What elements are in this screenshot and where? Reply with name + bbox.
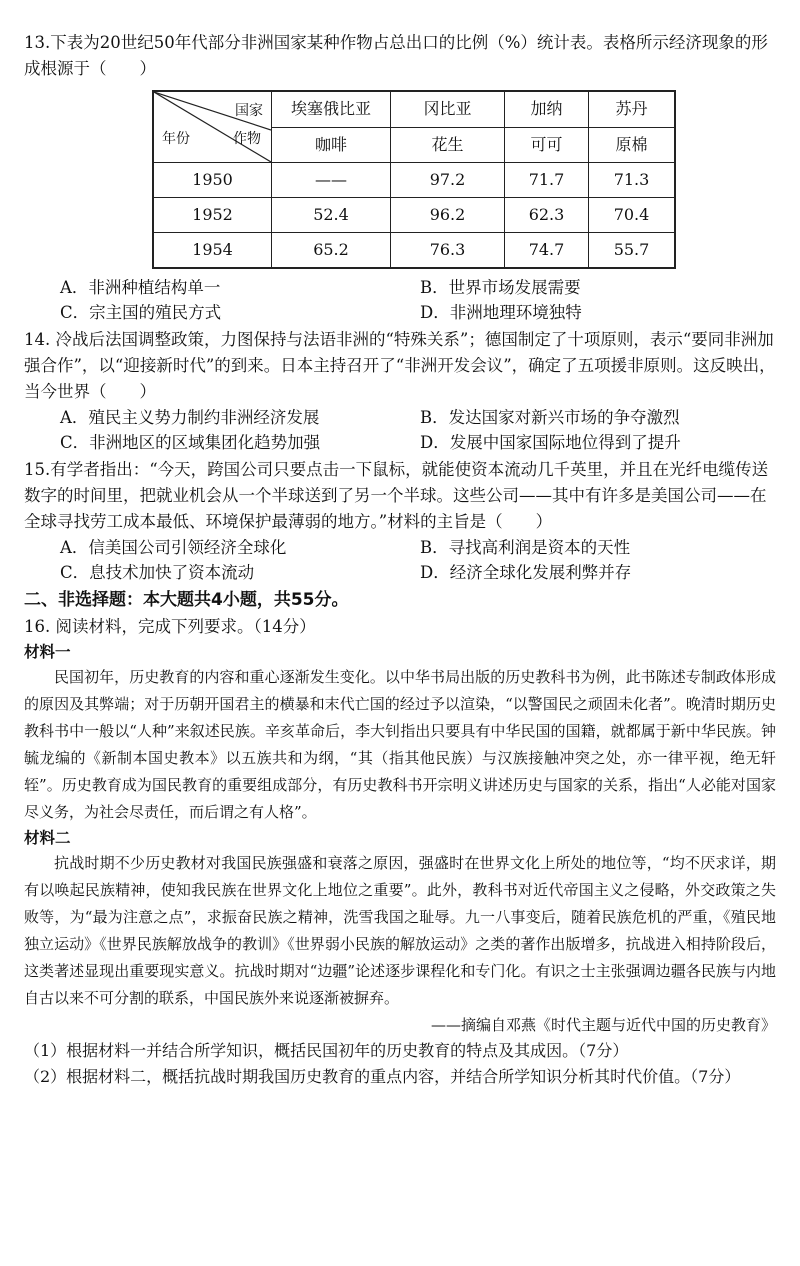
value-cell: 74.7 [505,233,589,269]
country-header: 冈比亚 [391,91,505,127]
option-b[interactable]: B．世界市场发展需要 [420,278,581,297]
corner-year-label: 年份 [162,131,190,147]
country-header: 加纳 [505,91,589,127]
year-cell: 1954 [153,233,272,269]
value-cell: —— [272,163,391,198]
value-cell: 76.3 [391,233,505,269]
crop-header: 花生 [391,127,505,163]
option-d[interactable]: D．发展中国家国际地位得到了提升 [420,433,681,452]
value-cell: 71.7 [505,163,589,198]
table-corner-cell [153,91,272,163]
section-2-heading: 二、非选择题：本大题共4小题，共55分。 [24,590,349,610]
question-14 [24,327,776,455]
sub-question-1: （1）根据材料一并结合所学知识，概括民国初年的历史教育的特点及其成因。（7分） [24,1041,629,1060]
table-row [153,233,675,269]
question-13-options [60,275,776,325]
value-cell: 65.2 [272,233,391,269]
value-cell: 55.7 [589,233,676,269]
value-cell: 62.3 [505,198,589,233]
export-ratio-table [152,90,676,269]
corner-country-label: 国家 [235,103,263,119]
country-header: 埃塞俄比亚 [272,91,391,127]
value-cell: 52.4 [272,198,391,233]
option-c[interactable]: C．宗主国的殖民方式 [60,303,222,322]
option-c[interactable]: C．息技术加快了资本流动 [60,563,255,582]
corner-crop-label: 作物 [233,131,261,147]
question-16 [24,614,776,1090]
option-a[interactable]: A．殖民主义势力制约非洲经济发展 [60,408,320,427]
question-14-stem: 14. 冷战后法国调整政策，力图保持与法语非洲的“特殊关系”；德国制定了十项原则，表示“要同非洲加强合作”，以“迎接新时代”的到来。日本主持召开了“非洲开发会议”，确定了五项援非原则。这反映出，当今世界（ ） [24,330,776,401]
material-2-title: 材料二 [24,829,71,847]
table-row [153,163,675,198]
value-cell: 70.4 [589,198,676,233]
material-1-text: 民国初年，历史教育的内容和重心逐渐发生变化。以中华书局出版的历史教科书为例，此书陈述专制政体形成的原因及其弊端；对于历朝开国君主的横暴和末代亡国的经过予以渲染，“以警国民之顽固未化者”。晚清时期历史教科书中一般以“人种”来叙述民族。辛亥革命后，李大钊指出只要具有中华民国的国籍，就都属于新中华民族。钟毓龙编的《新制本国史教本》以五族共和为纲，“其（指其他民族）与汉族接触冲突之处，亦一律平视，绝无轩轾”。历史教育成为国民教育的重要组成部分，有历史教科书开宗明义讲述历史与国家的关系，指出“人必能对国家尽义务，为社会尽责任，而后谓之有人格”。 [24,668,776,821]
year-cell: 1950 [153,163,272,198]
option-c[interactable]: C．非洲地区的区域集团化趋势加强 [60,433,321,452]
option-a[interactable]: A．信美国公司引领经济全球化 [60,538,287,557]
material-1-title: 材料一 [24,643,71,661]
crop-header: 可可 [505,127,589,163]
value-cell: 96.2 [391,198,505,233]
option-a[interactable]: A．非洲种植结构单一 [60,278,221,297]
country-header: 苏丹 [589,91,676,127]
question-15 [24,457,776,585]
sub-question-2: （2）根据材料二，概括抗战时期我国历史教育的重点内容，并结合所学知识分析其时代价值。（7分） [24,1067,741,1086]
crop-header: 咖啡 [272,127,391,163]
question-15-options [60,535,776,585]
question-16-intro: 16. 阅读材料，完成下列要求。（14分） [24,617,316,636]
question-13 [24,30,776,325]
option-b[interactable]: B．寻找高利润是资本的天性 [420,538,631,557]
option-d[interactable]: D．经济全球化发展利弊并存 [420,563,632,582]
exam-page [24,30,776,1090]
crop-header: 原棉 [589,127,676,163]
value-cell: 71.3 [589,163,676,198]
material-2-text: 抗战时期不少历史教材对我国民族强盛和衰落之原因，强盛时在世界文化上所处的地位等，“均不厌求详，期有以唤起民族精神，使知我民族在世界文化上地位之重要”。此外，教科书对近代帝国主义之侵略，外交政策之失败等，为“最为注意之点”，求振奋民族之精神，洗雪我国之耻辱。九一八事变后，随着民族危机的严重，《殖民地独立运动》《世界民族解放战争的教训》《世界弱小民族的解放运动》之类的著作出版增多，抗战进入相持阶段后，这类著述显现出重要现实意义。抗战时期对“边疆”论述逐步课程化和专门化。有识之士主张强调边疆各民族与内地自古以来不可分割的联系，中国民族外来说逐渐被摒弃。 [24,854,776,1007]
value-cell: 97.2 [391,163,505,198]
table-row [153,198,675,233]
question-15-stem: 15.有学者指出：“今天，跨国公司只要点击一下鼠标，就能使资本流动几千英里，并且在光纤电缆传送数字的时间里，把就业机会从一个半球送到了另一个半球。这些公司——其中有许多是美国公司——在全球寻找劳工成本最低、环境保护最薄弱的地方。”材料的主旨是（ ） [24,460,769,531]
option-b[interactable]: B．发达国家对新兴市场的争夺激烈 [420,408,680,427]
material-source: ——摘编自邓燕《时代主题与近代中国的历史教育》 [430,1016,776,1034]
year-cell: 1952 [153,198,272,233]
question-13-stem: 13.下表为20世纪50年代部分非洲国家某种作物占总出口的比例（%）统计表。表格所示经济现象的形成根源于（ ） [24,33,768,78]
option-d[interactable]: D．非洲地理环境独特 [420,303,582,322]
question-14-options [60,405,776,455]
